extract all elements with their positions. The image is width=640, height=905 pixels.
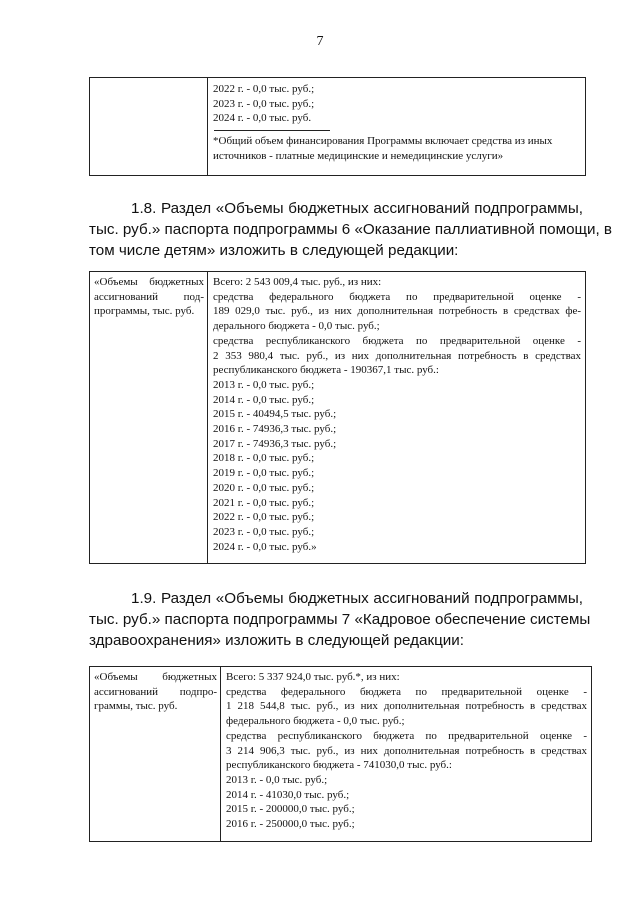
table-line: дерального бюджета - 0,0 тыс. руб.; <box>213 320 380 333</box>
table-line: средства республиканского бюджета по предварительной оценке - <box>226 729 587 742</box>
label-line: ассигнований под- <box>94 290 204 303</box>
table-line: 189 029,0 тыс. руб., из них дополнительная потребность в средствах фе- <box>213 305 581 318</box>
table-line: Всего: 2 543 009,4 тыс. руб., из них: <box>213 276 382 288</box>
table-line: средства федерального бюджета по предварительной оценке - <box>213 290 581 303</box>
table-line: 2022 г. - 0,0 тыс. руб.; <box>213 511 315 524</box>
section-1-8-paragraph <box>89 198 613 261</box>
table-line: 2016 г. - 74936,3 тыс. руб.; <box>213 423 337 436</box>
budget-table-continuation <box>89 77 586 176</box>
table-line: республиканского бюджета - 190367,1 тыс. руб.: <box>213 364 439 377</box>
section-1-9-paragraph <box>89 588 591 651</box>
table-line: 2019 г. - 0,0 тыс. руб.; <box>213 467 315 480</box>
table-line: 2013 г. - 0,0 тыс. руб.; <box>226 773 328 786</box>
paragraph-line: здравоохранения» изложить в следующей редакции: <box>89 632 464 649</box>
paragraph-line: 1.9. Раздел «Объемы бюджетных ассигнований подпрограммы, <box>131 590 583 607</box>
budget-table-subprogram-6 <box>89 271 586 564</box>
footnote-text: *Общий объем финансирования Программы включает средства из иных источников - платные медицинские и немедицинские услуги» <box>213 135 553 163</box>
table-line: 2015 г. - 40494,5 тыс. руб.; <box>213 408 337 421</box>
table-line: федерального бюджета - 0,0 тыс. руб.; <box>226 715 405 728</box>
table-line: 2024 г. - 0,0 тыс. руб. <box>213 112 312 125</box>
table-line: 2015 г. - 200000,0 тыс. руб.; <box>226 803 355 816</box>
label-line: программы, тыс. руб. <box>94 305 195 318</box>
label-line: граммы, тыс. руб. <box>94 700 178 713</box>
table-line: 2018 г. - 0,0 тыс. руб.; <box>213 452 315 465</box>
table-line: республиканского бюджета - 741030,0 тыс. руб.: <box>226 759 452 772</box>
table-line: 3 214 906,3 тыс. руб., из них дополнительная потребность в средствах <box>226 744 587 757</box>
label-line: ассигнований подпро- <box>94 685 217 698</box>
table-line: 2014 г. - 41030,0 тыс. руб.; <box>226 788 350 801</box>
table-line: средства федерального бюджета по предварительной оценке - <box>226 685 587 698</box>
table-label-cell <box>90 272 208 564</box>
table-line: 2023 г. - 0,0 тыс. руб.; <box>213 525 315 538</box>
label-line: «Объемы бюджетных <box>94 671 217 683</box>
table-line: 2023 г. - 0,0 тыс. руб.; <box>213 97 315 110</box>
table-line: 2013 г. - 0,0 тыс. руб.; <box>213 378 315 391</box>
table-line: средства республиканского бюджета по предварительной оценке - <box>213 334 581 347</box>
table-line: 2021 г. - 0,0 тыс. руб.; <box>213 496 315 509</box>
table-line: 2022 г. - 0,0 тыс. руб.; <box>213 83 315 95</box>
table-line: Всего: 5 337 924,0 тыс. руб.*, из них: <box>226 671 400 683</box>
table-line: 2020 г. - 0,0 тыс. руб.; <box>213 481 315 494</box>
label-line: «Объемы бюджетных <box>94 276 204 288</box>
table-line: 2 353 980,4 тыс. руб., из них дополнительная потребность в средствах <box>213 349 581 362</box>
table-line: 1 218 544,8 тыс. руб., из них дополнительная потребность в средствах <box>226 700 587 713</box>
table-label-cell <box>90 667 221 842</box>
table-content-cell <box>208 272 586 564</box>
table-label-cell-empty <box>90 78 208 176</box>
paragraph-line: 1.8. Раздел «Объемы бюджетных ассигнований подпрограммы, <box>131 200 583 217</box>
footnote-separator <box>214 130 330 131</box>
table-line: 2016 г. - 250000,0 тыс. руб.; <box>226 818 355 831</box>
table-content-cell <box>221 667 592 842</box>
table-line: 2017 г. - 74936,3 тыс. руб.; <box>213 437 337 450</box>
paragraph-line: тыс. руб.» паспорта подпрограммы 6 «Оказание паллиативной помощи, в <box>89 221 613 238</box>
paragraph-line: тыс. руб.» паспорта подпрограммы 7 «Кадровое обеспечение системы <box>89 611 591 628</box>
table-line: 2024 г. - 0,0 тыс. руб.» <box>213 540 317 553</box>
table-content-cell <box>208 78 586 176</box>
budget-table-subprogram-7 <box>89 666 592 842</box>
page-number: 7 <box>316 34 324 49</box>
table-line: 2014 г. - 0,0 тыс. руб.; <box>213 393 315 406</box>
paragraph-line: том числе детям» изложить в следующей редакции: <box>89 242 459 259</box>
